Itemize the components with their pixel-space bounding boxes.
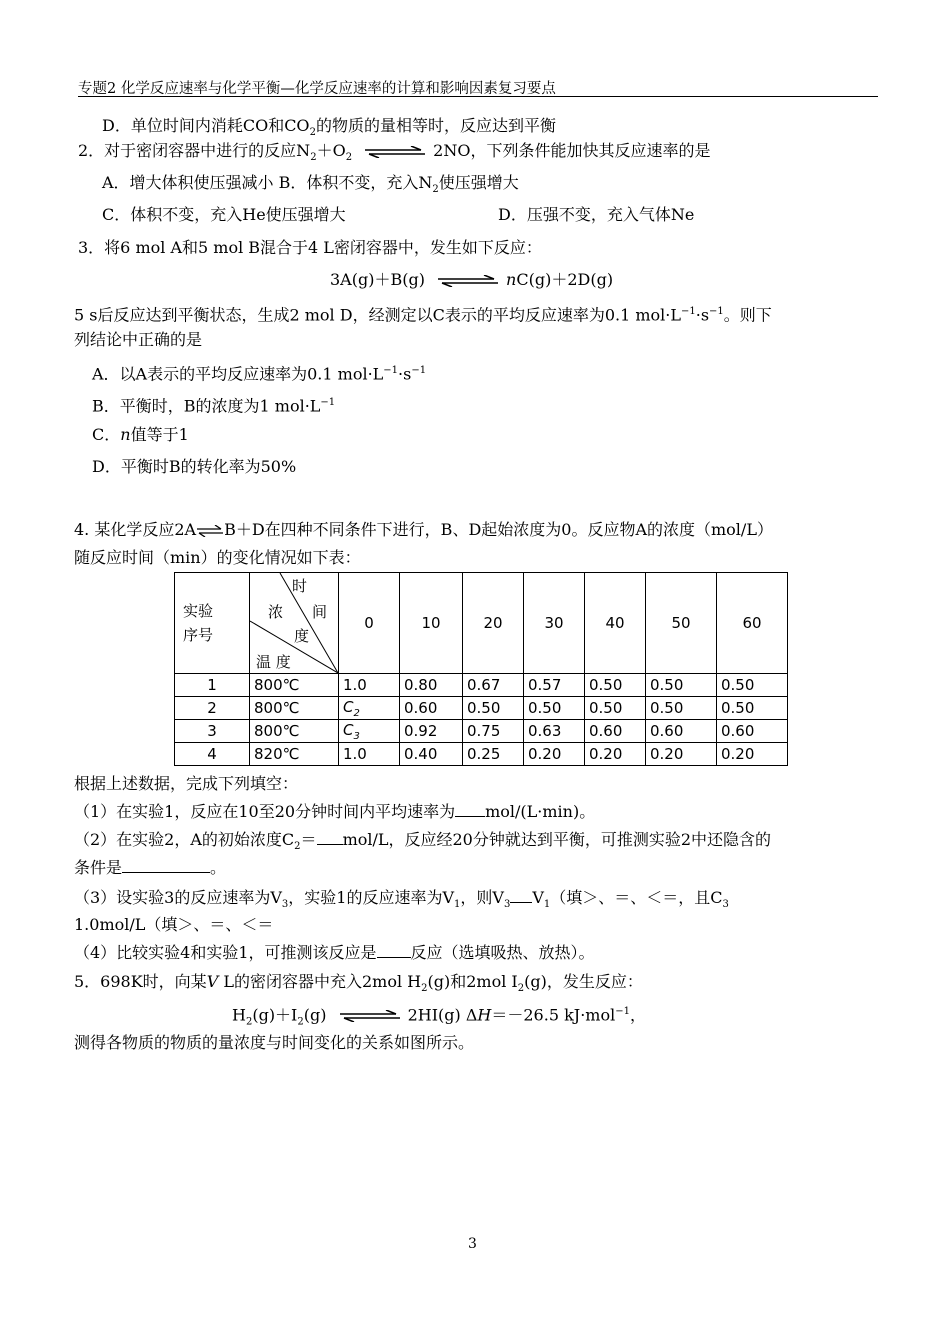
header-diagonal (250, 573, 339, 674)
page-number: 3 (468, 1236, 477, 1252)
cell: 0.50 (646, 697, 717, 720)
text: V (532, 888, 544, 907)
text: 时 (292, 577, 308, 595)
text: ＋O (316, 141, 346, 160)
cell: 0.20 (717, 743, 788, 766)
cell: $C_2$ (339, 697, 400, 720)
table-row (175, 697, 788, 720)
text: B．平衡时，B的浓度为1 mol·L (92, 396, 321, 416)
sub: 2 (310, 152, 317, 164)
text: ·s (695, 305, 710, 325)
q4-part-3a (74, 888, 729, 915)
cell: 0.20 (646, 743, 717, 766)
text: 间 (312, 603, 328, 621)
q1-option-d (102, 116, 556, 143)
q5-equation (232, 1002, 646, 1033)
concentration-table (174, 572, 788, 766)
text: H (477, 1005, 492, 1025)
text: ＝－26.5 kJ·mol (491, 1005, 616, 1025)
text: 条件是 (74, 858, 123, 877)
text: (g) (303, 1005, 327, 1025)
answer-blank[interactable] (510, 888, 532, 903)
q4-part-1 (74, 802, 595, 822)
cell: 0.63 (524, 720, 585, 743)
cell: 0.60 (717, 720, 788, 743)
cell: 1.0 (339, 743, 400, 766)
text: 2．对于密闭容器中进行的反应N (78, 141, 311, 160)
cell: 0.50 (463, 697, 524, 720)
cell: 0.50 (717, 674, 788, 697)
sub: 1 (543, 899, 551, 911)
text: C(g)＋2D(g) (516, 270, 614, 289)
cell: 0.50 (646, 674, 717, 697)
sub: 2 (297, 1016, 304, 1028)
text: n (506, 270, 517, 289)
q4-part-4 (74, 943, 595, 963)
sup: −1 (383, 365, 399, 376)
sup: −1 (615, 1006, 630, 1017)
cell: 0.57 (524, 674, 585, 697)
header-rule (78, 96, 878, 97)
text: 3A(g)＋B(g) (330, 270, 425, 289)
cell: 3 (175, 720, 250, 743)
text: 。则下 (723, 305, 772, 325)
sub: 2 (517, 983, 525, 995)
cell: 0.92 (400, 720, 463, 743)
cell: 800℃ (250, 674, 339, 697)
text: 5．698K时，向某 (74, 972, 207, 991)
text: C． (92, 425, 121, 444)
text: H (232, 1005, 246, 1025)
table-header-row (175, 573, 788, 674)
cell: 0.50 (585, 697, 646, 720)
q3-option-b (92, 393, 335, 416)
equilibrium-arrow-icon (197, 525, 223, 537)
text: ，则V (460, 888, 504, 907)
cell: 0.20 (524, 743, 585, 766)
page-header: 专题2 化学反应速率与化学平衡—化学反应速率的计算和影响因素复习要点 (78, 81, 556, 97)
cell: 0.75 (463, 720, 524, 743)
text: ， (629, 1005, 646, 1025)
equilibrium-arrow-icon (438, 275, 498, 287)
text: mol/L，反应经20分钟就达到平衡，可推测实验2中还隐含的 (342, 830, 772, 849)
text: 度 (294, 627, 310, 645)
cell: 800℃ (250, 720, 339, 743)
sub: 3 (281, 899, 289, 911)
text: D．单位时间内消耗CO和CO (102, 116, 310, 135)
q3-line-2: 列结论中正确的是 (74, 330, 203, 349)
q5-tail: 测得各物质的物质的量浓度与时间变化的关系如图所示。 (74, 1033, 475, 1052)
text: (g)和2mol I (427, 972, 518, 991)
q4-stem-1 (74, 520, 773, 540)
q3-option-c (92, 425, 189, 445)
text: 4. 某化学反应2A (74, 520, 197, 539)
cell: 0.80 (400, 674, 463, 697)
text: ，实验1的反应速率为V (288, 888, 455, 907)
time-30: 30 (524, 573, 585, 674)
sub: 3 (503, 899, 511, 911)
text: （填＞、＝、＜＝，且C (550, 888, 723, 907)
text: 浓 (268, 603, 284, 621)
text: 序号 (183, 626, 214, 644)
text: 的物质的量相等时，反应达到平衡 (315, 116, 556, 135)
equilibrium-arrow-icon (365, 146, 425, 158)
sup: −1 (320, 397, 336, 408)
sub: 2 (294, 841, 301, 853)
q3-stem: 3．将6 mol A和5 mol B混合于4 L密闭容器中，发生如下反应： (78, 238, 542, 257)
cell: 2 (175, 697, 250, 720)
q4-stem-2: 随反应时间（min）的变化情况如下表： (74, 548, 361, 567)
q3-line-1 (74, 302, 772, 325)
table-row (175, 720, 788, 743)
text: 温 度 (256, 653, 291, 671)
cell: 0.25 (463, 743, 524, 766)
sub: 2 (432, 184, 439, 196)
equilibrium-arrow-icon (340, 1010, 400, 1022)
cell: 0.40 (400, 743, 463, 766)
cell: 0.60 (646, 720, 717, 743)
sub: 2 (345, 152, 353, 164)
answer-blank[interactable] (377, 943, 411, 958)
text: （1）在实验1，反应在10至20分钟时间内平均速率为 (74, 802, 456, 821)
header-exp (175, 573, 250, 674)
cell: 0.50 (524, 697, 585, 720)
text: ＝ (300, 830, 317, 849)
sub: 2 (421, 983, 428, 995)
answer-blank[interactable] (122, 858, 210, 873)
text: （2）在实验2，A的初始浓度C (74, 830, 295, 849)
q3-option-d: D．平衡时B的转化率为50% (92, 457, 297, 476)
q2-stem (78, 141, 710, 168)
cell: 820℃ (250, 743, 339, 766)
cell: 0.60 (400, 697, 463, 720)
text: mol/(L·min)。 (485, 802, 596, 821)
text: (g)＋I (252, 1005, 298, 1025)
text: ·s (398, 364, 412, 384)
cell: 1.0 (339, 674, 400, 697)
time-20: 20 (463, 573, 524, 674)
text: n (120, 425, 131, 444)
cell: 1 (175, 674, 250, 697)
cell: 0.50 (717, 697, 788, 720)
sub: 1 (454, 899, 461, 911)
time-0: 0 (339, 573, 400, 674)
time-50: 50 (646, 573, 717, 674)
time-40: 40 (585, 573, 646, 674)
text: 5 s后反应达到平衡状态，生成2 mol D，经测定以C表示的平均反应速率为0.1 mol·L (74, 305, 681, 325)
text: (g)，发生反应： (524, 972, 643, 991)
q4-part-2a (74, 830, 771, 857)
table-row (175, 674, 788, 697)
cell: 0.67 (463, 674, 524, 697)
q3-option-a (92, 361, 426, 384)
time-60: 60 (717, 573, 788, 674)
text: L的密闭容器中充入2mol H (218, 972, 422, 991)
sub: 2 (309, 127, 316, 139)
sup: −1 (709, 306, 724, 317)
text: （3）设实验3的反应速率为V (74, 888, 282, 907)
q5-stem (74, 972, 643, 999)
cell: $C_3$ (339, 720, 400, 743)
text: 反应（选填吸热、放热）。 (410, 943, 595, 962)
text: 。 (210, 858, 227, 877)
sub: 2 (245, 1016, 253, 1028)
text: 2NO，下列条件能加快其反应速率的是 (433, 141, 711, 160)
text: 实验 (183, 602, 214, 620)
q2-option-d: D．压强不变，充入气体Ne (498, 205, 695, 224)
text: V (206, 972, 219, 991)
time-10: 10 (400, 573, 463, 674)
cell: 0.50 (585, 674, 646, 697)
q2-options-ab (102, 173, 519, 200)
q4-part-2b (74, 858, 226, 878)
q3-equation (330, 270, 613, 290)
cell: 0.60 (585, 720, 646, 743)
q4-part-3b: 1.0mol/L（填＞、＝、＜＝ (74, 915, 274, 934)
table-row (175, 743, 788, 766)
answer-blank[interactable] (455, 802, 485, 817)
text: 使压强增大 (438, 173, 519, 192)
q4-after-table: 根据上述数据，完成下列填空： (74, 774, 299, 793)
sub: 3 (722, 899, 729, 911)
cell: 0.20 (585, 743, 646, 766)
cell: 4 (175, 743, 250, 766)
answer-blank[interactable] (317, 830, 343, 845)
text: B＋D在四种不同条件下进行，B、D起始浓度为0。反应物A的浓度（mol/L） (224, 520, 773, 539)
text: （4）比较实验4和实验1，可推测该反应是 (74, 943, 377, 962)
cell: 800℃ (250, 697, 339, 720)
sup: −1 (411, 365, 427, 376)
text: A．以A表示的平均反应速率为0.1 mol·L (92, 364, 384, 384)
q2-option-c: C．体积不变，充入He使压强增大 (102, 205, 346, 224)
text: A．增大体积使压强减小 B．体积不变，充入N (102, 173, 433, 192)
text: 2HI(g) Δ (407, 1005, 478, 1025)
text: 值等于1 (130, 425, 189, 444)
sup: −1 (681, 306, 696, 317)
